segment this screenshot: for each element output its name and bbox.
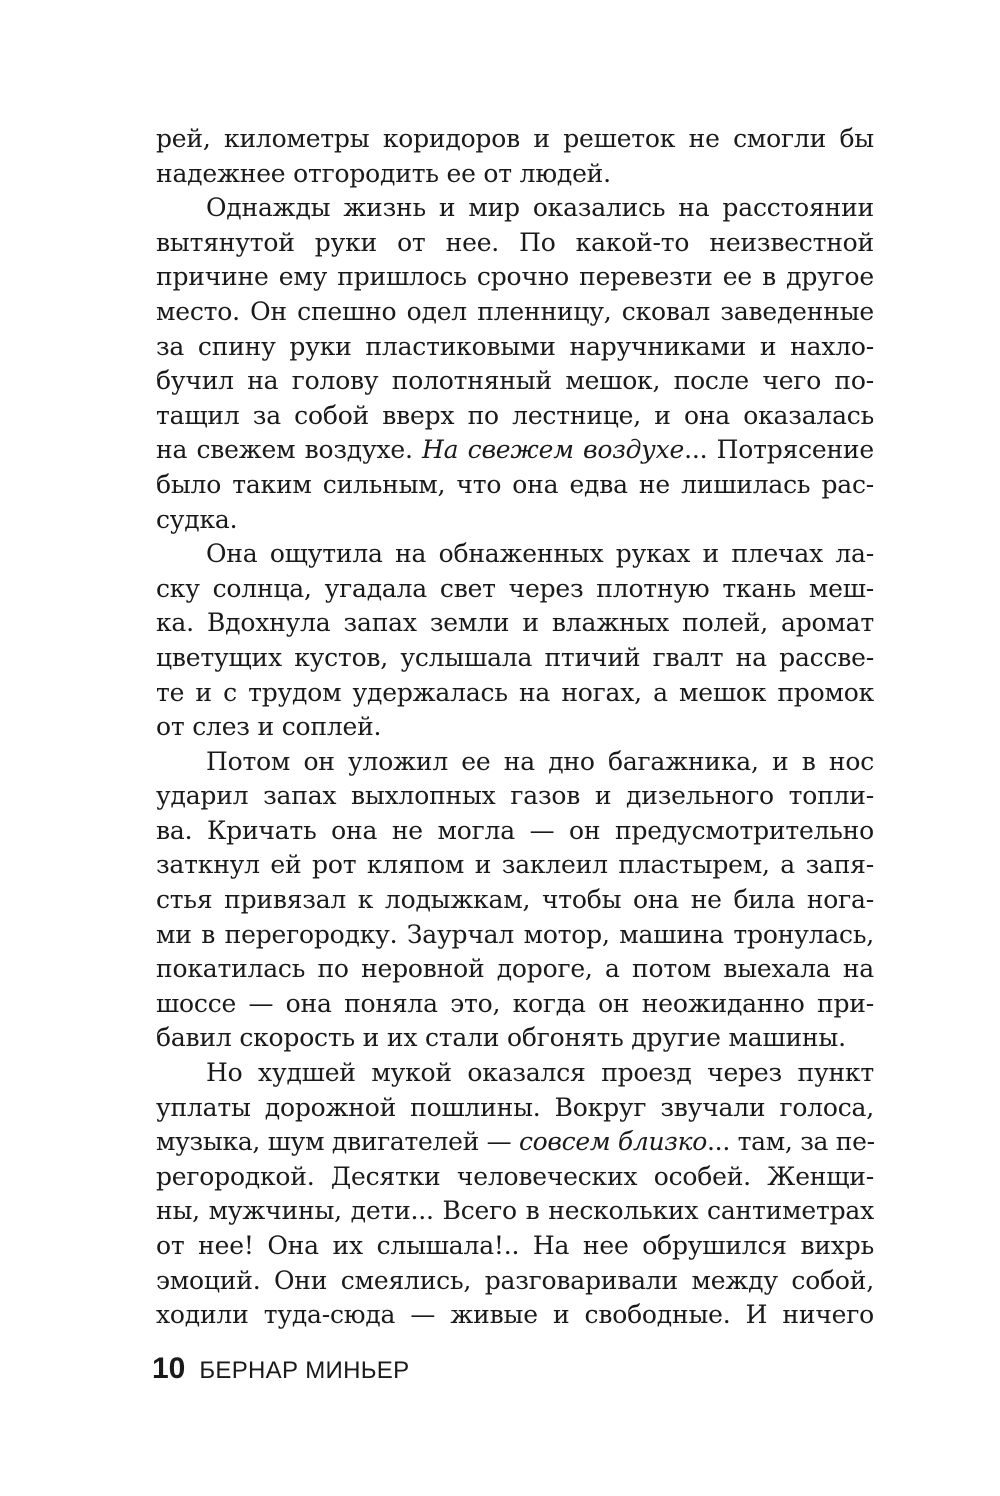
text-line: регородкой. Десятки человеческих особей. Женщи- — [156, 1161, 874, 1191]
text-line: надежнее отгородить ее от людей. — [156, 158, 611, 188]
italic-phrase: совсем близко — [518, 1127, 708, 1157]
text-segment: ... Потрясение — [684, 435, 874, 465]
text-line: ми в перегородку. Заурчал мотор, машина тронулась, — [156, 919, 874, 949]
text-line: стья привязал к лодыжкам, чтобы она не била нога- — [156, 885, 874, 915]
text-line: ударил запах выхлопных газов и дизельного топли- — [156, 781, 874, 811]
text-line: заткнул ей рот кляпом и заклеил пластырем, а запя- — [156, 850, 874, 880]
text-line: эмоций. Они смеялись, разговаривали между собой, — [156, 1265, 874, 1295]
text-line: причине ему пришлось срочно перевезти ее в другое — [156, 262, 874, 292]
text-line: покатилась по неровной дороге, а потом выехала на — [156, 954, 874, 984]
text-segment: ... там, за пе- — [707, 1127, 875, 1157]
italic-phrase: На свежем воздухе — [422, 435, 685, 465]
text-line — [156, 433, 874, 468]
text-line: те и с трудом удержалась на ногах, а мешок промок — [156, 677, 874, 707]
text-line: бучил на голову полотняный мешок, после чего по- — [156, 366, 874, 396]
text-line: от слез и соплей. — [156, 712, 382, 742]
text-line: шоссе — она поняла это, когда он неожиданно при- — [156, 988, 874, 1018]
text-line: от нее! Она их слышала!.. На нее обрушился вихрь — [156, 1231, 874, 1260]
text-line: Но худшей мукой оказался проезд через пункт — [206, 1058, 874, 1088]
text-line: рей, километры коридоров и решеток не смогли бы — [156, 124, 874, 153]
text-line: ва. Кричать она не могла — он предусмотрительно — [156, 815, 874, 845]
text-line — [156, 1125, 874, 1160]
text-line: ка. Вдохнула запах земли и влажных полей, аромат — [156, 608, 874, 638]
text-line: Она ощутила на обнаженных руках и плечах ла- — [206, 539, 874, 569]
body-text — [156, 122, 874, 1333]
text-line: ходили туда-сюда — живые и свободные. И ничего — [156, 1300, 874, 1330]
text-line: Однажды жизнь и мир оказались на расстоянии — [206, 193, 874, 223]
text-line: ску солнца, угадала свет через плотную ткань меш- — [156, 573, 874, 603]
text-line: судка. — [156, 504, 238, 534]
text-line: тащил за собой вверх по лестнице, и она оказалась — [156, 400, 874, 430]
text-segment: музыка, шум двигателей — — [156, 1127, 519, 1157]
running-head: БЕРНАР МИНЬЕР — [199, 1357, 410, 1384]
text-line: Потом он уложил ее на дно багажника, и в нос — [206, 746, 874, 776]
text-segment: на свежем воздухе. — [156, 435, 423, 465]
page-number: 10 — [152, 1352, 186, 1385]
text-line: цветущих кустов, услышала птичий гвалт на рассве- — [156, 642, 874, 672]
page-footer — [152, 1352, 409, 1392]
text-line: уплаты дорожной пошлины. Вокруг звучали голоса, — [156, 1092, 874, 1122]
text-line: за спину руки пластиковыми наручниками и нахло- — [156, 331, 874, 361]
text-line: бавил скорость и их стали обгонять другие машины. — [156, 1023, 846, 1053]
text-line: вытянутой руки от нее. По какой-то неизвестной — [156, 227, 874, 257]
text-line: ны, мужчины, дети... Всего в нескольких сантиметрах — [156, 1196, 874, 1226]
text-line: место. Он спешно одел пленницу, сковал заведенные — [156, 296, 874, 326]
text-line: было таким сильным, что она едва не лишилась рас- — [156, 469, 874, 499]
